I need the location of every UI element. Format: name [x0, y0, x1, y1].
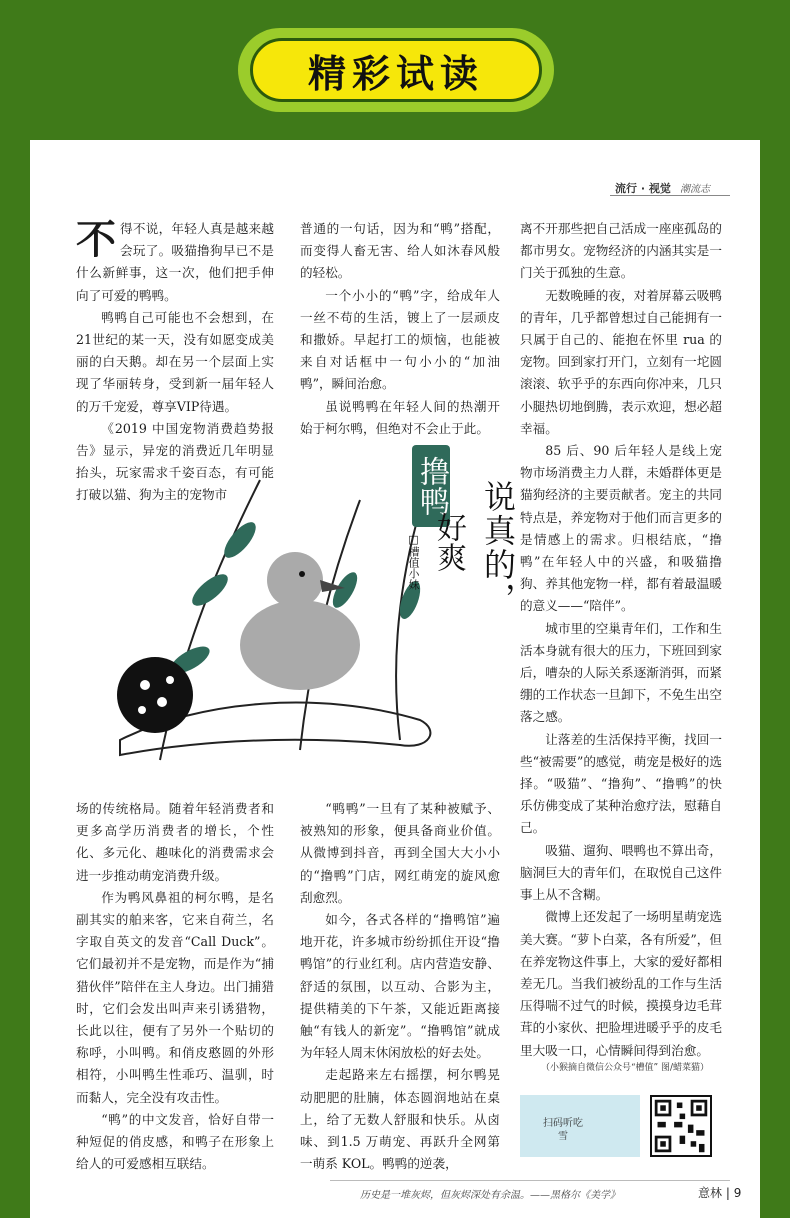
page-number-value: 9: [733, 1186, 742, 1200]
duck-eye: [299, 571, 305, 577]
title-banner: [238, 28, 554, 112]
column-1-bottom: [76, 798, 274, 1175]
paragraph: 无数晚睡的夜，对着屏幕云吸鸭的青年，几乎都曾想过自己能拥有一只属于自己的、能抱在怀里 rua 的宠物。回到家打开门，立刻有一坨圆滚滚、软乎乎的东西向你冲来，几只小腿热切地倒腾，表示欢迎，想必超幸福。: [520, 287, 722, 436]
paragraph: “鸭鸭”一旦有了某种被赋予、被熟知的形象，便具备商业价值。从微博到抖音，再到全国大大小小的“撸鸭”门店，网红萌宠的旋风愈刮愈烈。: [300, 801, 500, 905]
duck-head: [267, 552, 323, 608]
paragraph: 鸭鸭自己可能也不会想到，在21世纪的某一天，没有如愿变成美丽的白天鹅。却在另一个层面上实现了华丽转身，受到新一届年轻人的万千宠爱，尊享VIP待遇。: [76, 309, 274, 414]
paragraph: “鸭”的中文发音，恰好自带一种短促的俏皮感，和鸭子在形象上给人的可爱感相互联结。: [76, 1111, 274, 1172]
section-label: 流行 · 视觉: [615, 182, 671, 195]
header-rule: [610, 195, 730, 196]
duck-illustration: [100, 440, 460, 770]
paragraph: [76, 218, 274, 307]
magazine-page: [30, 140, 760, 1218]
paragraph: 离不开那些把自己活成一座座孤岛的都市男女。宠物经济的内涵其实是一门关于孤独的生意。: [520, 221, 722, 281]
feature-title-line2: 好爽: [431, 512, 466, 572]
drop-cap: 不: [76, 216, 116, 263]
author-byline: □槽值小妹: [407, 533, 420, 590]
paragraph: 微博上还发起了一场明星萌宠选美大赛。“萝卜白菜，各有所爱”，但在养宠物这件事上，大家的爱好都相差无几。当我们被纷乱的工作与生活压得喘不过气的时候，摸摸身边毛茸茸的小家伙、把脸埋进暖乎乎的皮毛里大吸一口，心情瞬间得到治愈。: [520, 909, 722, 1058]
paragraph: 让落差的生活保持平衡，找回一些“被需要”的感觉，萌宠是极好的选择。“吸猫”、“撸狗”、“撸鸭”的快乐仿佛变成了某种治愈疗法，慰藉自己。: [520, 731, 722, 836]
footer-brand: 意林: [698, 1186, 723, 1200]
column-brand: 潮流志: [680, 184, 710, 195]
title-banner-inner: [250, 38, 542, 102]
paragraph: 普通的一句话，因为和“鸭”搭配，而变得人畜无害、给人如沐春风般的轻松。: [300, 221, 500, 281]
column-2-top: [300, 218, 500, 440]
footer-quote: 历史是一堆灰烬，但灰烬深处有余温。——黑格尔《美学》: [360, 1190, 620, 1201]
paragraph: 吸猫、遛狗、喂鸭也不算出奇，脑洞巨大的青年们，在取悦自己这件事上从不含糊。: [520, 842, 722, 903]
paragraph: 一个小小的“鸭”字，给成年人一丝不苟的生活，镀上了一层顽皮和撒娇。早起打工的烦恼，也能被来自对话框中一句小小的“加油鸭”，瞬间治愈。: [300, 287, 500, 392]
paragraph: 走起路来左右摇摆，柯尔鸭晃动肥肥的肚腩，体态圆润地站在桌上，给了无数人舒服和快乐。从卤味、到1.5 万萌宠、再跃升全网第一萌系 KOL。鸭鸭的逆袭，: [300, 1067, 500, 1172]
feature-title-line1: 说真的，: [479, 480, 517, 616]
page-number: 意林 | 9: [698, 1186, 742, 1200]
scan-label: 扫码听吃雪: [543, 1118, 583, 1142]
qr-code[interactable]: [650, 1095, 712, 1157]
paragraph: 如今，各式各样的“撸鸭馆”遍地开花，许多城市纷纷抓住开设“撸鸭馆”的行业红利。店内营造安静、舒适的氛围，以互动、合影为主，提供精美的下午茶，又能近距离接触“有钱人的新宠”。“撸鸭馆”就成为年轻人周末休闲放松的好去处。: [300, 912, 500, 1061]
patterned-ball: [117, 657, 193, 733]
duck-body: [240, 600, 360, 690]
leaf: [219, 517, 261, 562]
paragraph-text: 得不说，年轻人真是越来越会玩了。吸猫撸狗早已不是什么新鲜事，这一次，他们把手伸向了可爱的鸭鸭。: [76, 221, 274, 303]
paragraph: 场的传统格局。随着年轻消费者和更多高学历消费者的增长，个性化、多元化、趣味化的消费需求会进一步推动萌宠消费升级。: [76, 801, 274, 883]
column-3: [520, 218, 722, 1062]
leaf: [187, 569, 232, 611]
image-credit: （小猴摘自微信公众号“槽值” 图/蜡菜猫）: [540, 1063, 710, 1073]
paragraph: 作为鸭风鼻祖的柯尔鸭，是名副其实的舶来客，它来自荷兰，名字取自英文的发音“Call Duck”。它们最初并不是宠物，而是作为“捕猎伙伴”陪伴在主人身边。出门捕猎时，它们会发出叫声来引诱猎物，长此以往，便有了另外一个贴切的称呼，小叫鸭。和俏皮憨圆的外形相符，小叫鸭生性乖巧、温驯，时而黏人，完全没有攻击性。: [76, 889, 274, 1105]
paragraph: 虽说鸭鸭在年轻人间的热潮开始于柯尔鸭，但绝对不会止于此。: [300, 398, 500, 436]
footer-rule: [330, 1180, 730, 1181]
paragraph: 《2019 中国宠物消费趋势报告》显示，异宠的消费近几年明显抬头，玩家需求千姿百态，有可能打破以猫、狗为主的宠物市: [76, 420, 274, 503]
column-2-bottom: [300, 798, 500, 1175]
banner-title: 精彩试读: [307, 51, 484, 96]
paragraph: 85 后、90 后年轻人是线上宠物市场消费主力人群，未婚群体更是猫狗经济的主要贡献者。宠主的共同特点是，养宠物对于他们而言更多的是情感上的需求。归根结底，“撸鸭”在年轻人中的兴盛，和吸猫撸狗、养其他宠物一样，都有着最温暖的意义——“陪伴”。: [520, 443, 722, 614]
title-tag: 撸鸭: [412, 445, 450, 527]
paragraph: 城市里的空巢青年们，工作和生活本身就有很大的压力，下班回到家后，嘈杂的人际关系逐渐消弭，而紧绷的工作状态一旦卸下，不免生出空落之感。: [520, 620, 722, 725]
